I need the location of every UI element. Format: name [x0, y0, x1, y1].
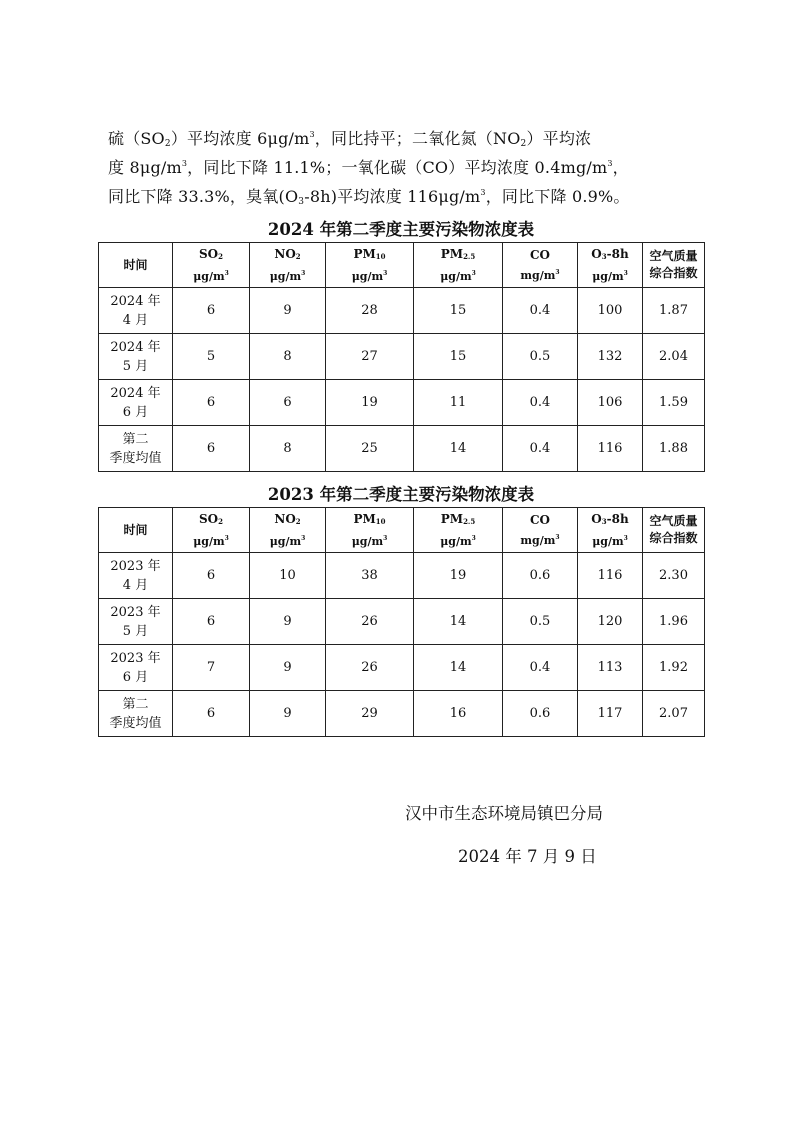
- cell-co: 0.4: [503, 645, 578, 691]
- header-so2: $SO_2$ $\mu g/m^3$: [173, 508, 250, 553]
- table-2024: [98, 242, 705, 472]
- cell-aqi: 1.87: [643, 288, 705, 334]
- cell-time: 2024 年 4 月: [99, 288, 173, 334]
- cell-o3: 100: [578, 288, 643, 334]
- cell-pm10: 38: [326, 553, 414, 599]
- cell-o3: 132: [578, 334, 643, 380]
- signature-org: 汉中市生态环境局镇巴分局: [405, 804, 603, 823]
- cell-pm25: 15: [414, 288, 503, 334]
- cell-no2: 6: [250, 380, 326, 426]
- cell-o3: 116: [578, 426, 643, 472]
- paragraph-line-2: 度 $8\mu g/m^3$，同比下降 11.1%；一氧化碳（CO）平均浓度 $0.4mg/m^3$，: [108, 158, 629, 177]
- header-pm25: $PM_{2.5}$ $\mu g/m^3$: [414, 243, 503, 288]
- table-row: [99, 380, 705, 426]
- cell-so2: 6: [173, 691, 250, 737]
- cell-no2: 9: [250, 288, 326, 334]
- cell-pm25: 15: [414, 334, 503, 380]
- cell-no2: 9: [250, 691, 326, 737]
- cell-pm10: 26: [326, 599, 414, 645]
- cell-pm10: 29: [326, 691, 414, 737]
- cell-aqi: 2.04: [643, 334, 705, 380]
- header-o3: $O_3-8h$ $\mu g/m^3$: [578, 508, 643, 553]
- cell-o3: 120: [578, 599, 643, 645]
- table-header-row: [99, 508, 705, 553]
- table-2023-title: 2023 年第二季度主要污染物浓度表: [267, 485, 535, 504]
- cell-no2: 10: [250, 553, 326, 599]
- cell-so2: 5: [173, 334, 250, 380]
- table-row: [99, 334, 705, 380]
- signature-date: 2024 年 7 月 9 日: [458, 847, 597, 866]
- header-aqi: 空气质量 综合指数: [643, 508, 705, 553]
- header-o3: $O_3-8h$ $\mu g/m^3$: [578, 243, 643, 288]
- table-row: [99, 599, 705, 645]
- header-so2: $SO_2$ $\mu g/m^3$: [173, 243, 250, 288]
- header-no2: $NO_2$ $\mu g/m^3$: [250, 508, 326, 553]
- cell-co: 0.4: [503, 288, 578, 334]
- cell-co: 0.5: [503, 599, 578, 645]
- cell-so2: 6: [173, 380, 250, 426]
- cell-no2: 9: [250, 599, 326, 645]
- cell-aqi: 2.30: [643, 553, 705, 599]
- table-row-average: [99, 691, 705, 737]
- cell-o3: 113: [578, 645, 643, 691]
- cell-pm25: 11: [414, 380, 503, 426]
- table-2023: [98, 507, 705, 737]
- cell-aqi: 1.88: [643, 426, 705, 472]
- summary-paragraph: [108, 120, 708, 207]
- cell-co: 0.5: [503, 334, 578, 380]
- cell-time: 第二 季度均值: [99, 691, 173, 737]
- cell-so2: 6: [173, 553, 250, 599]
- header-aqi: 空气质量 综合指数: [643, 243, 705, 288]
- header-no2: $NO_2$ $\mu g/m^3$: [250, 243, 326, 288]
- table-row: [99, 553, 705, 599]
- cell-pm25: 19: [414, 553, 503, 599]
- cell-pm25: 14: [414, 645, 503, 691]
- cell-co: 0.6: [503, 691, 578, 737]
- cell-time: 2024 年 6 月: [99, 380, 173, 426]
- header-pm25: $PM_{2.5}$ $\mu g/m^3$: [414, 508, 503, 553]
- table-row: [99, 288, 705, 334]
- cell-pm10: 25: [326, 426, 414, 472]
- cell-time: 2023 年 4 月: [99, 553, 173, 599]
- cell-co: 0.4: [503, 380, 578, 426]
- cell-so2: 6: [173, 599, 250, 645]
- paragraph-line-1: 硫$(SO_2)$平均浓度 $6\mu g/m^3$，同比持平；二氧化氮$(NO_2)$平均浓: [108, 129, 592, 149]
- header-pm10: $PM_{10}$ $\mu g/m^3$: [326, 508, 414, 553]
- header-co: CO $mg/m^3$: [503, 508, 578, 553]
- cell-pm10: 26: [326, 645, 414, 691]
- cell-time: 2023 年 6 月: [99, 645, 173, 691]
- cell-so2: 6: [173, 426, 250, 472]
- cell-pm25: 14: [414, 426, 503, 472]
- paragraph-line-3: 同比下降 33.3%，臭氧$(O_3-8h)$平均浓度 $116\mu g/m^3$，同比下降 0.9%。: [108, 187, 630, 207]
- header-time: 时间: [99, 508, 173, 553]
- cell-aqi: 1.59: [643, 380, 705, 426]
- cell-time: 第二 季度均值: [99, 426, 173, 472]
- cell-pm25: 14: [414, 599, 503, 645]
- cell-pm25: 16: [414, 691, 503, 737]
- cell-co: 0.4: [503, 426, 578, 472]
- cell-o3: 117: [578, 691, 643, 737]
- cell-o3: 116: [578, 553, 643, 599]
- cell-time: 2024 年 5 月: [99, 334, 173, 380]
- header-co: CO $mg/m^3$: [503, 243, 578, 288]
- cell-co: 0.6: [503, 553, 578, 599]
- cell-no2: 9: [250, 645, 326, 691]
- header-pm10: $PM_{10}$ $\mu g/m^3$: [326, 243, 414, 288]
- header-time: 时间: [99, 243, 173, 288]
- cell-aqi: 1.92: [643, 645, 705, 691]
- cell-no2: 8: [250, 334, 326, 380]
- table-row-average: [99, 426, 705, 472]
- cell-so2: 6: [173, 288, 250, 334]
- cell-o3: 106: [578, 380, 643, 426]
- cell-pm10: 28: [326, 288, 414, 334]
- table-header-row: [99, 243, 705, 288]
- cell-pm10: 19: [326, 380, 414, 426]
- cell-so2: 7: [173, 645, 250, 691]
- cell-time: 2023 年 5 月: [99, 599, 173, 645]
- table-2024-title: 2024 年第二季度主要污染物浓度表: [267, 220, 535, 239]
- cell-pm10: 27: [326, 334, 414, 380]
- cell-aqi: 2.07: [643, 691, 705, 737]
- cell-no2: 8: [250, 426, 326, 472]
- table-row: [99, 645, 705, 691]
- cell-aqi: 1.96: [643, 599, 705, 645]
